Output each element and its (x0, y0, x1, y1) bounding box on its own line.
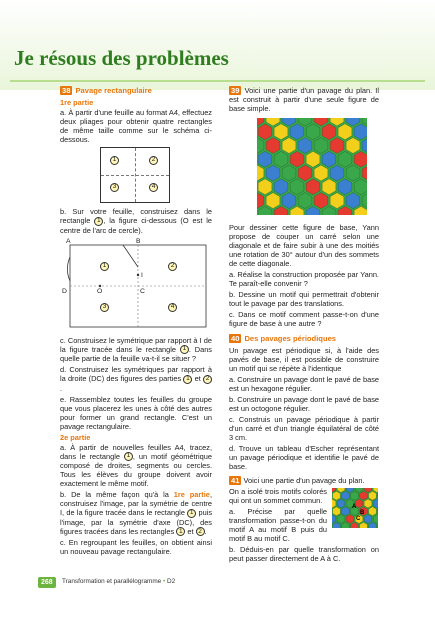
question-a: a. Construire un pavage dont le pavé de base est un hexagone régulier. (229, 375, 379, 393)
exercise-39-intro (229, 86, 379, 113)
question-b2 (60, 490, 212, 536)
label-B: B (136, 237, 141, 245)
label-D: D (62, 287, 67, 295)
question-c: c. Construis un pavage périodique à partir d'un carré et d'un triangle équilatéral de côté 3 cm. (229, 415, 379, 442)
region-ref: 1 (180, 345, 189, 354)
region-2-number: 2 (168, 262, 177, 271)
motif-label-A: A (352, 504, 357, 510)
point-I (137, 273, 139, 275)
question-a: a. Précise par quelle transformation passe-t-on du motif A au motif B puis du motif B au motif C. (229, 507, 327, 543)
region-3-number: 3 (110, 183, 119, 192)
question-c-text-end: . Dans quelle partie de la feuille va-t-il se situer ? (60, 344, 212, 364)
part-reference: 1re partie (173, 490, 210, 500)
question-b2-end: . (204, 526, 207, 536)
motif-image (332, 488, 378, 528)
exercise-title: Pavage rectangulaire (75, 86, 152, 95)
exercise-41-intro (229, 476, 379, 485)
question-d-and: et (194, 374, 201, 384)
region-3-number: 3 (100, 303, 109, 312)
construction-figure (60, 237, 212, 332)
exercise-39-paragraph: Pour dessiner cette figure de base, Yann propose de couper un carré selon une diagonale et de faire subir à une des moitiés une rotation de 30° autour d'un des sommets de cette diagonale. (229, 223, 379, 268)
region-ref: 1 (187, 509, 196, 518)
label-C: C (140, 287, 145, 295)
question-b: b. Construire un pavage dont le pavé de base est un octogone régulier. (229, 395, 379, 413)
question-a2 (60, 443, 212, 489)
exercise-number: 39 (231, 86, 240, 95)
question-b2-text-mid2: puis l'image, par la symétrie d'axe (DC), des figures tracées dans les rectangles (60, 508, 213, 536)
label-O: O (97, 287, 103, 295)
question-b2-text: b. De la même façon qu'à la (60, 490, 169, 500)
footer-text (62, 578, 175, 585)
region-ref: 1 (124, 452, 133, 461)
region-4-number: 4 (168, 303, 177, 312)
question-b2-and: et (187, 526, 194, 536)
right-column (229, 86, 379, 565)
region-1-number: 1 (100, 262, 109, 271)
exercise-title: Des pavages périodiques (244, 334, 337, 343)
construction-svg (60, 237, 212, 332)
bullet-icon: • (163, 578, 166, 585)
region-1-number: 1 (110, 156, 119, 165)
region-ref: 2 (196, 527, 205, 536)
question-b-text: b. Sur votre feuille, construisez dans le rectangle (60, 207, 212, 225)
exercise-38-heading (60, 86, 212, 95)
fold-line-horizontal (101, 175, 169, 176)
question-d: d. Trouve un tableau d'Escher représentant un pavage périodique et identifie le pavé de base. (229, 444, 379, 471)
question-d-text: d. Construisez les symétriques par rapport à la droite (DC) des figures des parties (60, 365, 212, 384)
question-c-text: c. Construisez le symétrique par rapport à I de la figure tracée dans le rectangle (60, 335, 212, 354)
question-d-end: . (60, 383, 63, 393)
left-column (60, 86, 212, 558)
fold-diagram (100, 147, 170, 203)
label-I: I (141, 271, 143, 279)
question-a: a. Réalise la construction proposée par Yann. Te paraît-elle convenir ? (229, 270, 379, 288)
motif-label-B: B (360, 510, 365, 516)
chapter-code: D2 (167, 578, 176, 585)
question-b-text-end: , la figure ci-dessous (O est le centre de l'arc de cercle). (60, 216, 212, 235)
question-b (60, 207, 212, 235)
region-ref: 1 (176, 527, 185, 536)
exercise-39-text: Voici une partie d'un pavage du plan. Il est construit à partir d'une seule figure de base simple. (229, 86, 379, 113)
title-divider (10, 80, 425, 82)
region-4-number: 4 (149, 183, 158, 192)
tessellation-image (257, 118, 367, 215)
region-2-number: 2 (149, 156, 158, 165)
region-ref: 2 (203, 375, 212, 384)
question-c: c. Dans ce motif comment passe-t-on d'une figure de base à une autre ? (229, 310, 379, 328)
question-b2-text-mid: , construisez l'image, par la symétrie de centre I, de la figure tracée dans le rectangle (60, 490, 212, 518)
question-d (60, 365, 212, 393)
question-b: b. Déduis-en par quelle transformation on peut passer directement de A à C. (229, 545, 379, 563)
chapter-title: Transformation et parallélogramme (62, 578, 162, 585)
question-a: a. À partir d'une feuille au format A4, effectuez deux pliages pour obtenir quatre rectangles de même taille comme sur le schéma ci-dessous. (60, 108, 212, 144)
motif-label-C: C (356, 516, 361, 522)
exercise-40-heading (229, 334, 379, 343)
region-ref: 1 (183, 375, 192, 384)
question-c2: c. En regroupant les feuilles, on obtient ainsi un nouveau pavage rectangulaire. (60, 538, 212, 557)
exercise-41-text: Voici une partie d'un pavage du plan. (243, 476, 365, 485)
page-footer (0, 574, 435, 592)
part-label: 1re partie (60, 98, 94, 107)
exercise-40-intro: Un pavage est périodique si, à l'aide des pavés de base, il est possible de construire un motif qui se répète à l'identique (229, 346, 379, 373)
segment (123, 245, 138, 267)
region-ref: 1 (94, 217, 103, 226)
exercise-number: 40 (231, 334, 240, 343)
question-e: e. Rassemblez toutes les feuilles du groupe que vous placerez les unes à côté des autres pour former un grand rectangle. C'est un pavage rectangulaire. (60, 394, 212, 431)
question-a2-text: a. À partir de nouvelles feuilles A4, tracez, dans le rectangle (60, 442, 212, 461)
question-c (60, 336, 212, 364)
label-A: A (66, 237, 71, 245)
question-b: b. Dessine un motif qui permettrait d'obtenir tout le pavage par des translations. (229, 290, 379, 308)
header-band (0, 0, 435, 90)
exercise-number: 41 (231, 476, 240, 485)
page-title: Je résous des problèmes (14, 46, 229, 70)
exercise-41 (229, 476, 379, 563)
exercise-number: 38 (62, 86, 71, 95)
part-label: 2e partie (60, 432, 91, 442)
page-number: 268 (38, 577, 56, 588)
exercise-41-paragraph: On a isolé trois motifs colorés qui ont un sommet commun. (229, 487, 327, 505)
question-a2-text-end: , un motif géométrique composé de droites, segments ou cercles. Tous les élèves du groupe doivent avoir exactement le même motif. (60, 451, 212, 489)
